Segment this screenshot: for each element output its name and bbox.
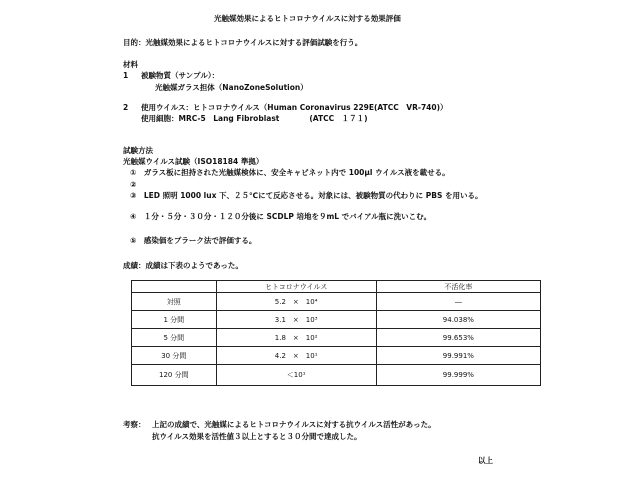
results-intro: 成績：成績は下表のようであった。 xyxy=(123,261,243,270)
purpose-line: 目的：光触媒効果によるヒトコロナウイルスに対する評価試験を行う。 xyxy=(123,38,363,47)
page-title: 光触媒効果によるヒトコロナウイルスに対する効果評価 xyxy=(214,14,401,23)
discussion-line-2: 抗ウイルス効果を活性値３以上とすると３０分間で達成した。 xyxy=(152,432,362,441)
method-step-4: ④ １分・５分・３０分・１２０分後に SCDLP 培地を９mL でバイアル瓶に洗いこむ。 xyxy=(130,212,432,221)
method-step-5: ⑤ 感染価をプラーク法で評価する。 xyxy=(130,236,257,245)
table-cell-titer: ＜10¹ xyxy=(216,365,376,386)
table-row xyxy=(132,365,541,386)
closing-mark: 以上 xyxy=(478,456,493,465)
method-step-1: ① ガラス板に担持された光触媒検体に、安全キャビネット内で 100μl ウイルス液を載せる。 xyxy=(130,168,450,177)
material-1-label: 被験物質（サンプル）： xyxy=(141,71,220,80)
table-row xyxy=(132,293,541,311)
table-header-cell xyxy=(132,281,217,293)
material-2-cell: 使用細胞：MRC-5 Lang Fibroblast (ATCC １７１) xyxy=(141,114,368,123)
discussion-label: 考察： xyxy=(123,420,146,429)
material-1-detail: 光触媒ガラス担体（NanoZoneSolution） xyxy=(155,83,308,92)
table-cell-titer: 1.8 × 10² xyxy=(216,329,376,347)
material-2-virus: 使用ウイルス：ヒトコロナウイルス（Human Coronavirus 229E(ATCC VR-740)） xyxy=(141,103,448,112)
table-row xyxy=(132,311,541,329)
method-heading: 試験方法 xyxy=(123,146,153,155)
discussion-line-1: 上記の成績で、光触媒によるヒトコロナウイルスに対する抗ウイルス活性があった。 xyxy=(152,420,436,429)
table-row xyxy=(132,329,541,347)
table-header-row xyxy=(132,281,541,293)
table-cell-time: 1 分間 xyxy=(132,311,217,329)
table-cell-titer: 5.2 × 10⁴ xyxy=(216,293,376,311)
table-cell-titer: 4.2 × 10¹ xyxy=(216,347,376,365)
method-step-2: ② xyxy=(130,180,137,189)
table-row xyxy=(132,347,541,365)
table-cell-rate: 99.653% xyxy=(376,329,540,347)
material-1-number: 1 xyxy=(123,71,129,80)
table-cell-rate: 99.999% xyxy=(376,365,540,386)
table-cell-rate: ― xyxy=(376,293,540,311)
table-cell-rate: 94.038% xyxy=(376,311,540,329)
results-table xyxy=(131,280,541,386)
table-header-cell: ヒトコロナウイルス xyxy=(216,281,376,293)
material-2-number: 2 xyxy=(123,103,129,112)
method-step-3: ③ LED 照明 1000 lux 下、２５℃にて反応させる。対象には、被験物質の代わりに PBS を用いる。 xyxy=(130,191,483,200)
materials-heading: 材料 xyxy=(123,60,138,69)
table-header-cell: 不活化率 xyxy=(376,281,540,293)
method-subheading: 光触媒ウイルス試験（ISO18184 準拠） xyxy=(123,157,264,166)
table-cell-titer: 3.1 × 10³ xyxy=(216,311,376,329)
table-cell-time: 120 分間 xyxy=(132,365,217,386)
table-cell-time: 30 分間 xyxy=(132,347,217,365)
table-cell-time: 5 分間 xyxy=(132,329,217,347)
table-cell-rate: 99.991% xyxy=(376,347,540,365)
table-cell-time: 対照 xyxy=(132,293,217,311)
